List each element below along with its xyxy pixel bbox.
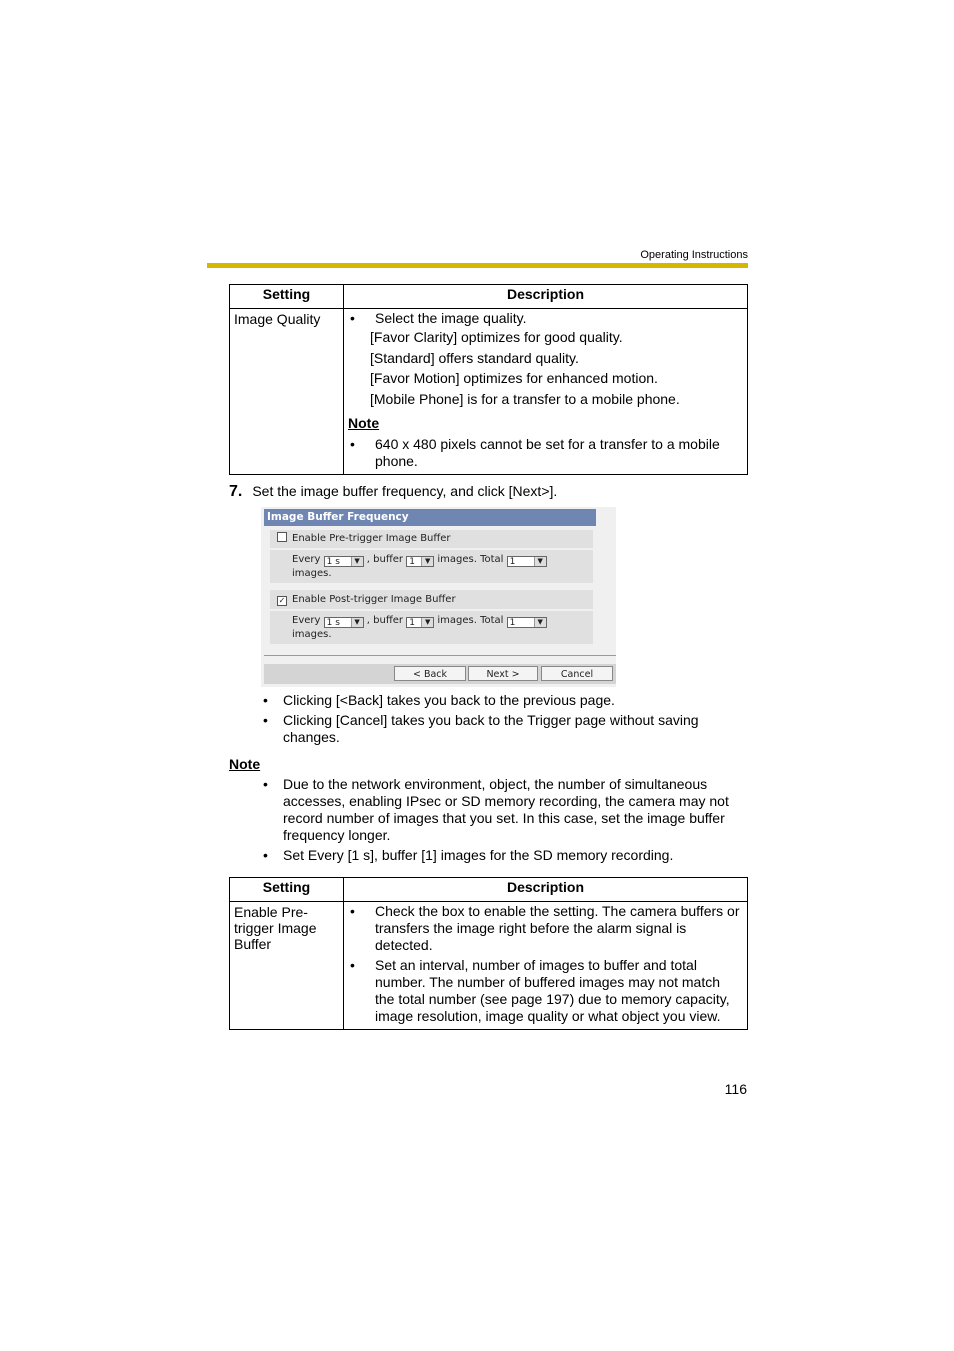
chevron-down-icon: ▼ (421, 557, 433, 566)
step-text: Set the image buffer frequency, and click [Next>]. (252, 483, 558, 499)
image-quality-table (229, 284, 748, 475)
pre-every-select[interactable] (324, 556, 364, 567)
pre-trigger-row (270, 530, 593, 548)
images-total-label: images. Total (437, 615, 504, 626)
chevron-down-icon: ▼ (351, 557, 363, 566)
post-trigger-row (270, 590, 593, 609)
quality-option: [Favor Motion] optimizes for enhanced motion. (370, 370, 658, 386)
every-label: Every (292, 615, 321, 626)
list-item: • Check the box to enable the setting. The camera buffers or transfers the image right before the alarm signal is detected. (348, 903, 743, 954)
post-every-select[interactable] (324, 617, 364, 628)
list-item: • Set Every [1 s], buffer [1] images for the SD memory recording. (261, 847, 748, 864)
note-bullet: • 640 x 480 pixels cannot be set for a transfer to a mobile phone. (348, 436, 743, 470)
post-trigger-checkbox[interactable]: ✓ (278, 596, 286, 605)
select-value: 1 s (326, 557, 340, 567)
select-value: 1 (409, 618, 415, 628)
every-label: Every (292, 554, 321, 565)
setting-header: Setting (230, 878, 344, 902)
select-value: 1 s (326, 618, 340, 628)
pre-trigger-label: Enable Pre-trigger Image Buffer (292, 533, 451, 544)
images-total-label: images. Total (437, 554, 504, 565)
step-number: 7. (229, 483, 243, 500)
post-total-select[interactable] (507, 617, 547, 628)
note-bullets (261, 776, 748, 867)
description-cell (344, 309, 748, 475)
button-bullets (261, 692, 748, 749)
buffer-label: , buffer (366, 615, 403, 626)
select-value: 1 (409, 557, 415, 567)
description-cell (344, 902, 748, 1030)
note-heading: Note (348, 415, 380, 431)
post-buffer-select[interactable] (406, 617, 434, 628)
pre-trigger-table (229, 877, 748, 1030)
note-heading: Note (229, 756, 261, 772)
pre-trigger-checkbox[interactable] (277, 532, 287, 542)
quality-option: [Standard] offers standard quality. (370, 349, 579, 366)
buffer-label: , buffer (366, 554, 403, 565)
list-item: • Clicking [Cancel] takes you back to the Trigger page without saving changes. (261, 712, 748, 746)
step-7 (229, 483, 557, 501)
chevron-down-icon: ▼ (534, 557, 546, 566)
list-item: • Clicking [<Back] takes you back to the previous page. (261, 692, 748, 709)
images-label: images. (292, 568, 332, 579)
header-rule (207, 263, 748, 268)
select-value: 1 (509, 618, 516, 628)
quality-option: [Favor Clarity] optimizes for good quality. (370, 329, 623, 345)
panel-title: Image Buffer Frequency (264, 509, 596, 526)
setting-cell: Image Quality (230, 309, 344, 475)
chevron-down-icon: ▼ (351, 618, 363, 627)
pre-trigger-settings (270, 550, 593, 583)
back-button[interactable]: < Back (394, 666, 466, 681)
description-header: Description (344, 285, 748, 309)
chevron-down-icon: ▼ (421, 618, 433, 627)
list-item: • Due to the network environment, object, the number of simultaneous accesses, enabling IPsec or SD memory recording, the camera may not record number of images that you set. In this case, set the image buffer frequency longer. (261, 776, 748, 844)
pre-buffer-select[interactable] (406, 556, 434, 567)
post-trigger-settings (270, 611, 593, 644)
pre-total-select[interactable] (507, 556, 547, 567)
divider (264, 655, 616, 656)
select-value: 1 (509, 557, 516, 567)
next-button[interactable]: Next > (468, 666, 538, 681)
quality-bullet: • Select the image quality. (348, 310, 743, 327)
post-trigger-label: Enable Post-trigger Image Buffer (292, 594, 456, 605)
table-row (230, 309, 748, 475)
list-item: • Set an interval, number of images to buffer and total number. The number of buffered images may not match the total number (see page 197) due to memory capacity, image resolution, image quality or what object you view. (348, 957, 743, 1025)
running-header: Operating Instructions (640, 249, 748, 261)
page-number: 116 (724, 1081, 747, 1097)
setting-cell: Enable Pre-trigger Image Buffer (230, 902, 344, 1030)
chevron-down-icon: ▼ (534, 618, 546, 627)
setting-header: Setting (230, 285, 344, 309)
images-label: images. (292, 629, 332, 640)
image-buffer-frequency-screenshot (261, 507, 616, 687)
quality-option: [Mobile Phone] is for a transfer to a mobile phone. (370, 390, 680, 407)
table-row (230, 902, 748, 1030)
description-header: Description (344, 878, 748, 902)
cancel-button[interactable]: Cancel (541, 666, 613, 681)
